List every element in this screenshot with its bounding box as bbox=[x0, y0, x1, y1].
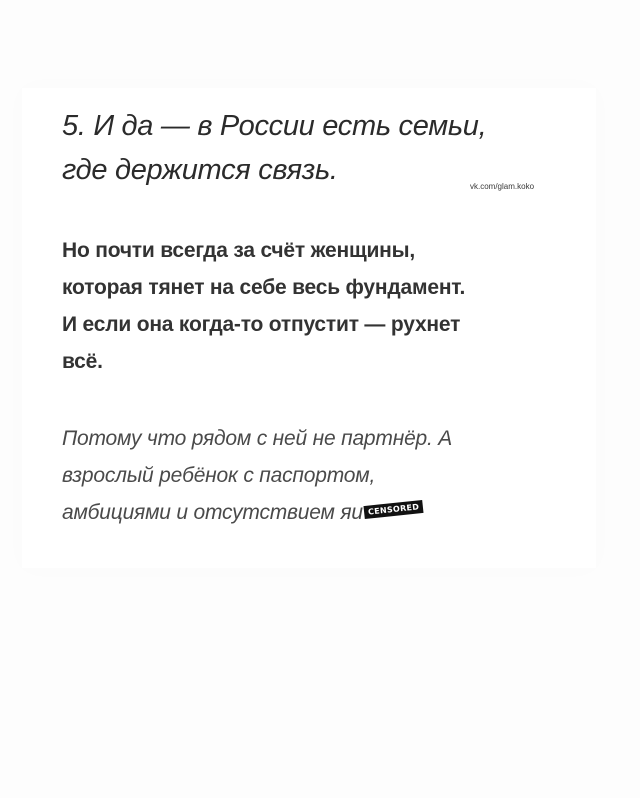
heading bbox=[62, 104, 582, 192]
bold-paragraph bbox=[62, 232, 582, 380]
italic-line-3-text: амбициями и отсутствием яи bbox=[62, 501, 363, 524]
italic-line-1: Потому что рядом с ней не партнёр. А bbox=[62, 427, 453, 450]
censored-stamp: CENSORED bbox=[363, 500, 423, 519]
italic-line-2: взрослый ребёнок с паспортом, bbox=[62, 464, 376, 487]
bold-line-3: И если она когда-то отпустит — рухнет bbox=[62, 313, 461, 336]
source-label: vk.com/glam.koko bbox=[470, 182, 535, 191]
italic-paragraph bbox=[62, 420, 582, 531]
bold-line-2: которая тянет на себе весь фундамент. bbox=[62, 276, 466, 299]
bold-line-1: Но почти всегда за счёт женщины, bbox=[62, 239, 416, 262]
bold-line-4: всё. bbox=[62, 350, 103, 373]
heading-line-2: где держится связь. bbox=[62, 154, 338, 186]
heading-line-1: 5. И да — в России есть семьи, bbox=[62, 110, 487, 142]
italic-line-3 bbox=[62, 494, 582, 531]
